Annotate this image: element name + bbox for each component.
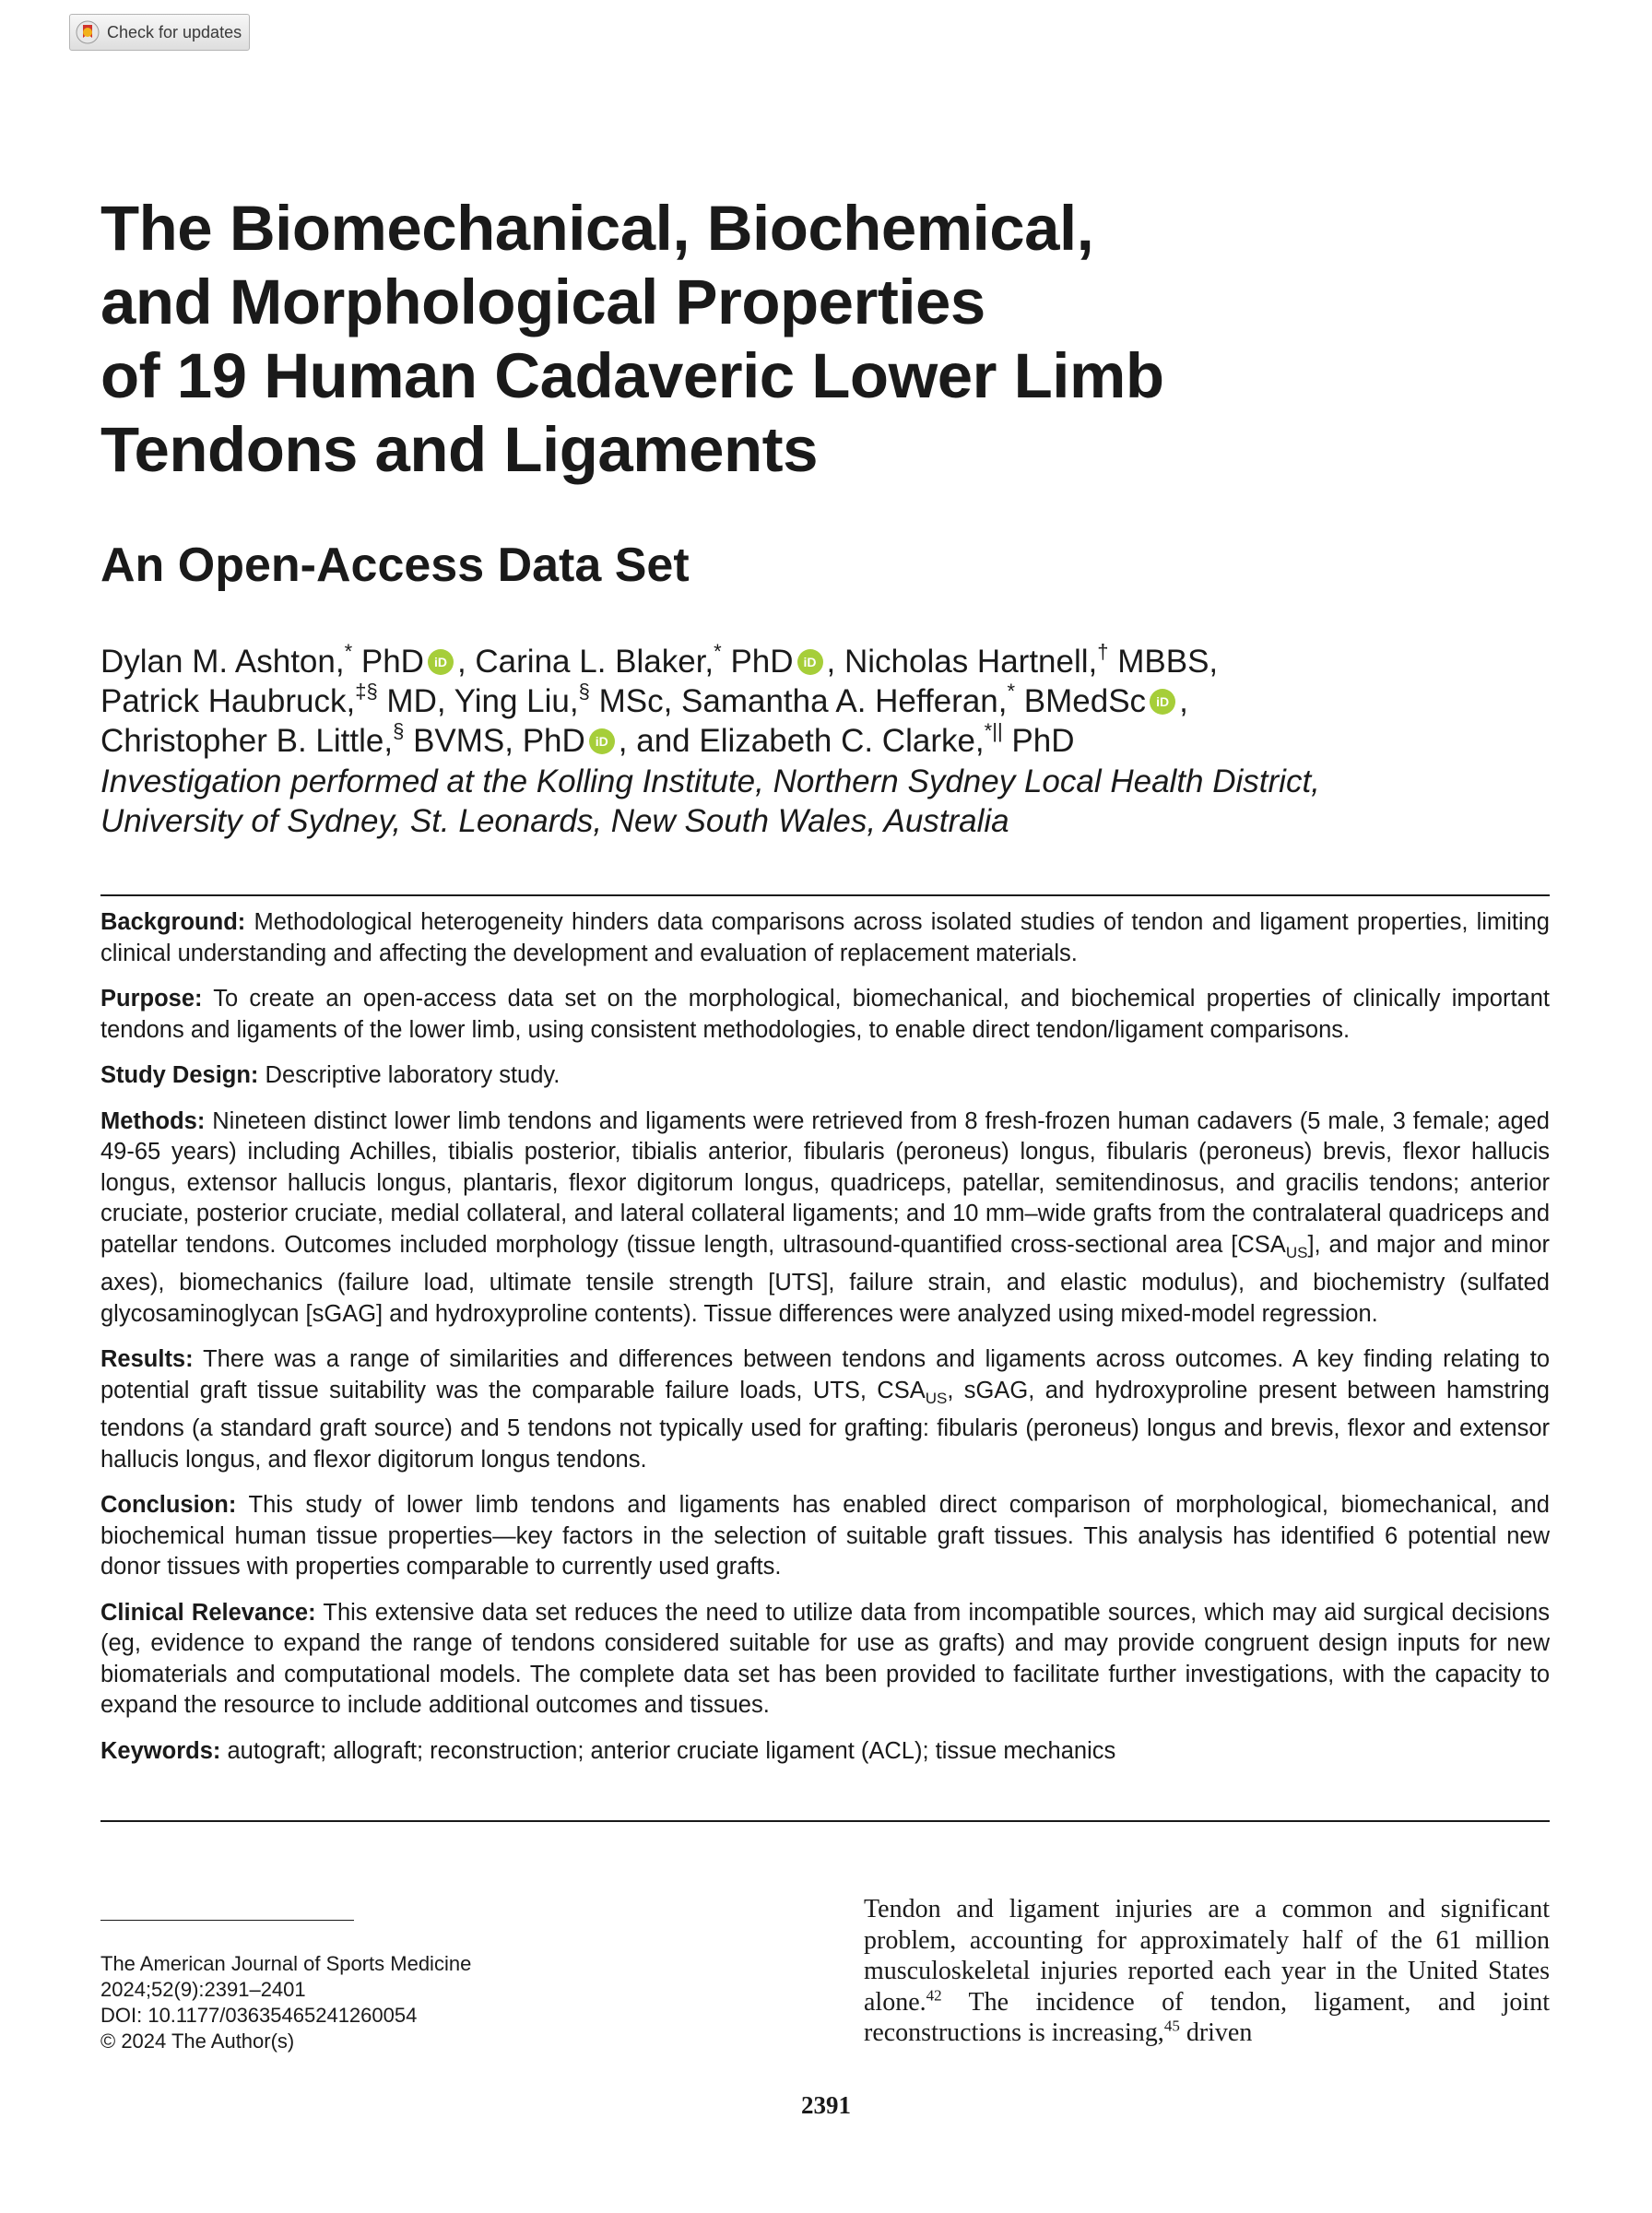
section-label: Study Design: [100, 1062, 259, 1088]
footnote-rule [100, 1920, 354, 1921]
author-affiliation-mark: *|| [984, 719, 1003, 743]
section-label: Clinical Relevance: [100, 1599, 316, 1626]
body-text [864, 1894, 1550, 2049]
author-line [100, 681, 1550, 721]
author-degree: BVMS, PhD [404, 723, 585, 759]
keywords-text: autograft; allograft; reconstruction; anterior cruciate ligament (ACL); tissue mechanics [220, 1737, 1116, 1764]
title-line: of 19 Human Cadaveric Lower Limb [100, 340, 1164, 411]
author-affiliation-mark: * [344, 640, 353, 664]
abstract-keywords [100, 1736, 1550, 1768]
abstract-results [100, 1344, 1550, 1475]
author-line [100, 721, 1550, 761]
section-label: Keywords: [100, 1737, 221, 1764]
body-text-segment: The incidence of tendon, ligament, and joint reconstructions is increasing, [864, 1987, 1550, 2047]
title-line: The Biomechanical, Biochemical, [100, 193, 1094, 264]
orcid-icon[interactable] [428, 649, 454, 675]
abstract-purpose [100, 984, 1550, 1046]
body-text-segment: Tendon and ligament injuries are a common and significant problem, accounting for approximately half of the 61 million musculoskeletal injuries reported each year in the United States alone. [864, 1895, 1550, 2017]
author-degree: PhD [721, 644, 794, 680]
article-title [100, 192, 1483, 487]
author-affiliation-mark: ‡§ [355, 680, 378, 704]
abstract-top-rule [100, 894, 1550, 896]
orcid-icon[interactable] [589, 728, 615, 754]
reference-link[interactable]: 45 [1163, 2017, 1180, 2035]
title-line: Tendons and Ligaments [100, 414, 818, 485]
author-degree: PhD [1002, 723, 1075, 759]
section-text: There was a range of similarities and differences between tendons and ligaments across outcomes. A key finding relating to potential graft tissue suitability was the comparable failure loads, UTS, CSA [100, 1346, 1550, 1403]
article-subtitle: An Open-Access Data Set [100, 538, 690, 592]
author-affiliation-mark: § [578, 680, 590, 704]
journal-doi: DOI: 10.1177/03635465241260054 [100, 2004, 418, 2027]
abstract-bottom-rule [100, 1820, 1550, 1822]
subscript: US [925, 1389, 948, 1407]
author-affiliation-mark: * [714, 640, 722, 664]
abstract [100, 907, 1550, 1781]
author-degree: BMedSc [1015, 683, 1147, 719]
section-label: Conclusion: [100, 1492, 237, 1519]
author-name: , Carina L. Blaker, [456, 644, 714, 680]
author-degree: MD, Ying Liu, [377, 683, 579, 719]
title-line: and Morphological Properties [100, 266, 985, 337]
author-affiliation-mark: * [1007, 680, 1016, 704]
orcid-icon[interactable] [797, 649, 823, 675]
author-degree: PhD [352, 644, 424, 680]
section-label: Results: [100, 1346, 194, 1373]
affiliation-line: University of Sydney, St. Leonards, New South Wales, Australia [100, 803, 1009, 839]
section-text: ], and major and minor axes), biomechanics (failure load, ultimate tensile strength [UTS], failure strain, and elastic modulus), and biochemistry (sulfated glycosaminoglycan [sGAG] and hydroxyproline contents). Tissue differences were analyzed using mixed-model regression. [100, 1231, 1551, 1327]
author-line [100, 642, 1550, 681]
abstract-conclusion [100, 1490, 1550, 1583]
affiliation-line: Investigation performed at the Kolling Institute, Northern Sydney Local Health District, [100, 763, 1320, 799]
author-affiliation-mark: § [393, 719, 405, 743]
journal-name: The American Journal of Sports Medicine [100, 1952, 472, 1975]
section-text: This study of lower limb tendons and ligaments has enabled direct comparison of morphological, biomechanical, and biochemical human tissue properties—key factors in the selection of suitable graft tissues. This analysis has identified 6 potential new donor tissues with properties comparable to currently used grafts. [100, 1492, 1550, 1580]
section-label: Background: [100, 909, 246, 935]
author-affiliation-mark: † [1097, 640, 1109, 664]
check-for-updates-label: Check for updates [107, 22, 242, 41]
author-name: , Nicholas Hartnell, [826, 644, 1098, 680]
author-name: , and Elizabeth C. Clarke, [618, 723, 985, 759]
section-text: This extensive data set reduces the need to utilize data from incompatible sources, which may aid surgical decisions (eg, evidence to expand the range of tendons considered suitable for use as grafts) and may provide congruent design inputs for new biomaterials and computational models. The complete data set has been provided to facilitate further investigations, with the capacity to expand the resource to include additional outcomes and tissues. [100, 1599, 1550, 1719]
section-label: Purpose: [100, 986, 203, 1012]
author-name: Christopher B. Little, [100, 723, 394, 759]
crossmark-icon [76, 20, 100, 44]
orcid-icon[interactable] [1150, 689, 1175, 715]
section-text: Descriptive laboratory study. [258, 1062, 560, 1088]
author-list [100, 642, 1550, 761]
reference-link[interactable]: 42 [926, 1986, 942, 2005]
author-degree: MBBS, [1108, 644, 1219, 680]
journal-copyright: © 2024 The Author(s) [100, 2030, 295, 2053]
section-label: Methods: [100, 1107, 206, 1134]
section-text: To create an open-access data set on the morphological, biomechanical, and biochemical properties of clinically important tendons and ligaments of the lower limb, using consistent methodologies, to enable direct tendon/ligament comparisons. [100, 986, 1550, 1043]
section-text: Methodological heterogeneity hinders data comparisons across isolated studies of tendon and ligament properties, limiting clinical understanding and affecting the development and evaluation of replacement materials. [100, 909, 1550, 966]
abstract-study-design [100, 1060, 1550, 1092]
section-text: , sGAG, and hydroxyproline present between hamstring tendons (a standard graft source) and 5 tendons not typically used for grafting: fibularis (peroneus) longus and brevis, flexor and extensor hallucis longus, and flexor digitorum longus tendons. [100, 1377, 1550, 1473]
page-number: 2391 [801, 2091, 851, 2119]
section-text: Nineteen distinct lower limb tendons and ligaments were retrieved from 8 fresh-frozen human cadavers (5 male, 3 female; aged 49-65 years) including Achilles, tibialis posterior, tibialis anterior, fibularis (peroneus) longus, fibularis (peroneus) brevis, flexor hallucis longus, extensor hallucis longus, plantaris, flexor digitorum longus, quadriceps, patellar, semitendinosus, and gracilis tendons; anterior cruciate, posterior cruciate, medial collateral, and lateral collateral ligaments; and 10 mm–wide grafts from the contralateral quadriceps and patellar tendons. Outcomes included morphology (tissue length, ultrasound-quantified cross-sectional area [CSA [100, 1107, 1550, 1258]
affiliation [100, 762, 1575, 841]
abstract-methods [100, 1106, 1550, 1331]
journal-volume: 2024;52(9):2391–2401 [100, 1978, 306, 2001]
journal-info [100, 1951, 672, 2054]
subscript: US [1285, 1243, 1308, 1261]
check-for-updates-button[interactable] [69, 14, 250, 51]
author-separator: , [1179, 683, 1188, 719]
author-name: Dylan M. Ashton, [100, 644, 345, 680]
body-text-segment: driven [1179, 2018, 1253, 2047]
abstract-background [100, 907, 1550, 969]
author-name: Patrick Haubruck, [100, 683, 356, 719]
abstract-clinical-relevance [100, 1598, 1550, 1722]
author-degree: MSc, Samantha A. Hefferan, [589, 683, 1008, 719]
